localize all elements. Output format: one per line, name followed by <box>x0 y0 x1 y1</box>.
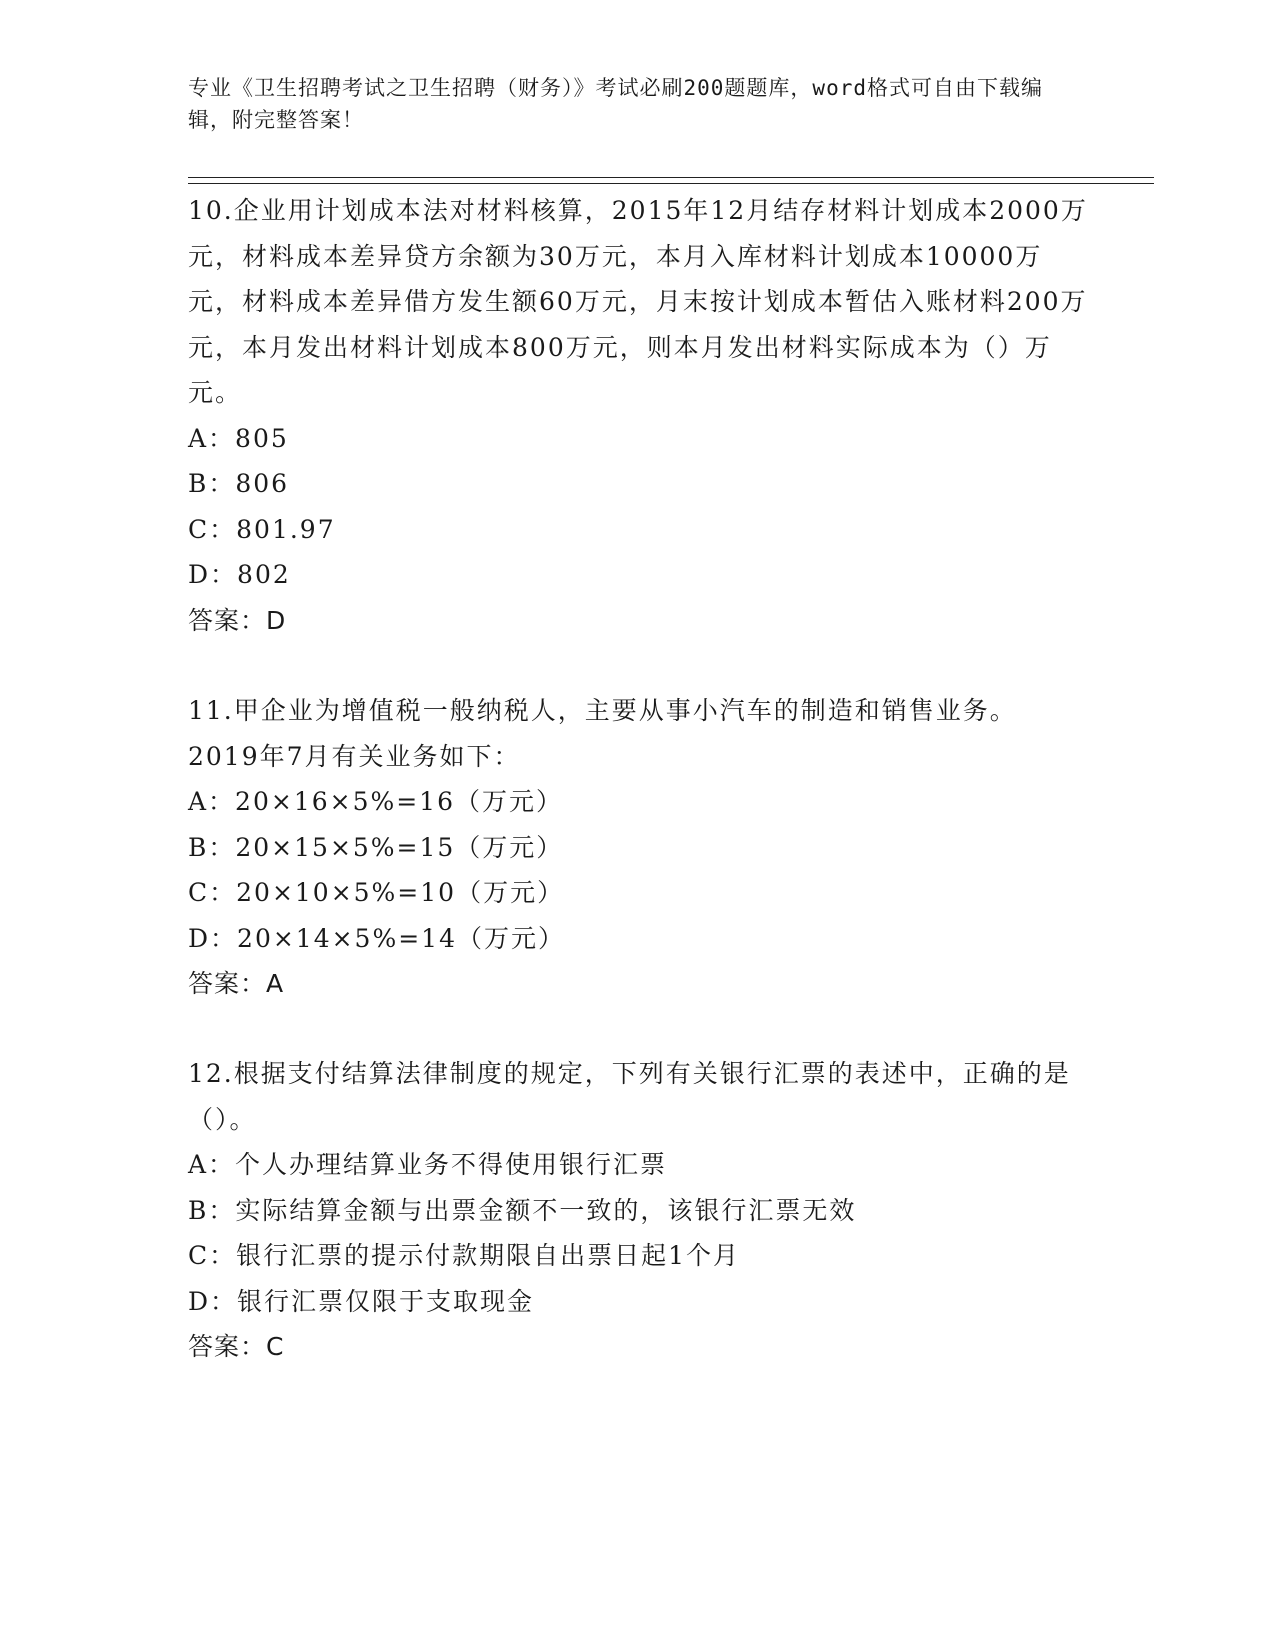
header-divider-bottom <box>188 183 1154 184</box>
question-11 <box>188 688 1088 1007</box>
option-d: D：银行汇票仅限于支取现金 <box>188 1286 535 1316</box>
option-b: B：实际结算金额与出票金额不一致的，该银行汇票无效 <box>188 1195 857 1225</box>
answer-line: 答案：A <box>188 969 285 998</box>
question-10 <box>188 188 1088 643</box>
question-stem: 11.甲企业为增值税一般纳税人，主要从事小汽车的制造和销售业务。2019年7月有关业务如下： <box>188 696 1017 771</box>
option-c: C：20×10×5%=10（万元） <box>188 878 565 907</box>
option-a: A：个人办理结算业务不得使用银行汇票 <box>188 1150 668 1179</box>
option-a: A：20×16×5%=16（万元） <box>188 787 563 816</box>
question-stem: 12.根据支付结算法律制度的规定，下列有关银行汇票的表述中，正确的是（）。 <box>188 1059 1071 1134</box>
option-d: D：802 <box>188 560 291 589</box>
header-divider-top <box>188 177 1154 178</box>
question-12 <box>188 1051 1088 1370</box>
option-b: B：20×15×5%=15（万元） <box>188 832 564 862</box>
option-c: C：801.97 <box>188 514 336 544</box>
option-d: D：20×14×5%=14（万元） <box>188 923 565 953</box>
document-header: 专业《卫生招聘考试之卫生招聘（财务）》考试必刷200题题库，word格式可自由下载编辑，附完整答案！ <box>188 76 1043 132</box>
option-b: B：806 <box>188 469 290 498</box>
option-a: A：805 <box>188 423 289 453</box>
answer-line: 答案：D <box>188 605 287 635</box>
question-stem: 10.企业用计划成本法对材料核算，2015年12月结存材料计划成本2000万元，材料成本差异贷方余额为30万元，本月入库材料计划成本10000万元，材料成本差异借方发生额60万元，月末按计划成本暂估入账材料200万元，本月发出材料计划成本800万元，则本月发出材料实际成本为（）万元。 <box>188 196 1088 407</box>
option-c: C：银行汇票的提示付款期限自出票日起1个月 <box>188 1241 741 1270</box>
answer-line: 答案：C <box>188 1332 285 1361</box>
